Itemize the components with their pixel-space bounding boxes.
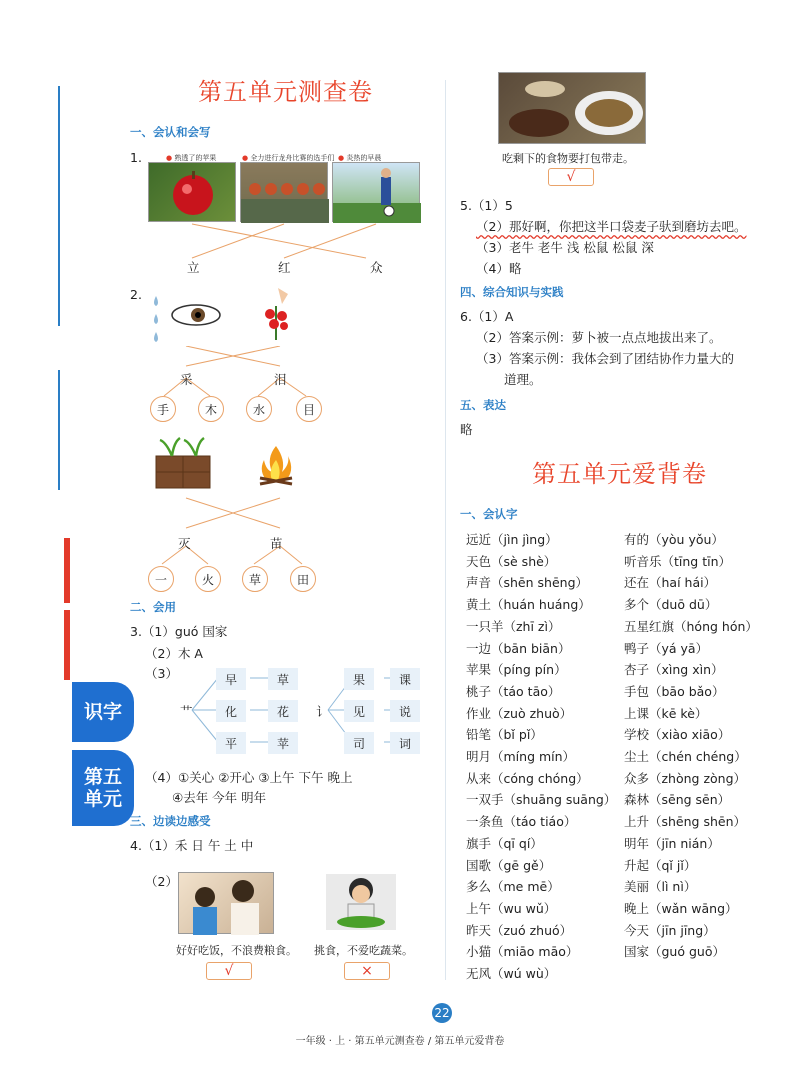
pinyin-item: 铅笔（bǐ pǐ） [466,727,543,743]
photo-caption-leftover: 吃剩下的食物要打包带走。 [502,152,634,165]
tab-unit-five [72,750,134,826]
tab-unit-five-label: 第五单元 [83,766,122,810]
pinyin-item: 从来（cóng chóng） [466,770,589,786]
q2-circle-shui: 水 [246,396,272,422]
section-heading-5: 五、表达 [460,398,506,412]
pinyin-item: 明年（jīn nián） [624,835,720,851]
left-red-bar-2 [64,610,70,680]
q1-char-zhong: 众 [370,260,383,275]
pinyin-item: 天色（sè shè） [466,553,557,569]
pinyin-item: 还在（haí hái） [624,575,717,591]
pinyin-item: 声音（shēn shēng） [466,575,589,591]
pinyin-item: 有的（yòu yǒu） [624,532,724,547]
q1-char-li: 立 [187,260,200,275]
pinyin-item: 手包（bāo bǎo） [624,683,725,699]
pinyin-item: 旗手（qī qí） [466,835,543,851]
photo-caption-2: ● 全力进行龙舟比赛的选手们 [242,154,335,162]
q2-circle-tian: 田 [290,566,316,592]
morning-photo [332,162,420,222]
apple-icon [149,163,237,223]
q2-number: 2. [130,287,142,302]
apple-photo [148,162,236,222]
left-margin-line [58,86,60,326]
rowers-icon [241,163,329,223]
pinyin-item: 苹果（píng pín） [466,662,567,678]
pinyin-item: 上课（kē kè） [624,705,708,721]
pinyin-item: 上午（wu wǔ） [466,900,557,916]
q2-word-miao: 苗 [270,536,283,551]
tab-shizi [72,682,134,742]
q3-line2: （2）木 A [145,646,203,661]
q3-cell-shuo: 说 [390,700,420,722]
q6-line4: 道理。 [504,372,542,387]
eye-icon [170,302,222,328]
q1-matching-lines [148,222,420,262]
photo-caption-1-text: 熟透了的苹果 [174,154,217,162]
leftover-food-photo [498,72,646,144]
leftover-check-mark: √ [548,168,594,186]
q4-cross-mark: × [344,962,390,980]
hand-picking-flower-icon [258,286,294,342]
pinyin-item: 多么（me mē） [466,879,560,895]
boy-soccer-icon [333,163,421,223]
section-heading-1: 一、会认和会写 [130,125,211,139]
q5-line2 [476,217,746,235]
q2-circle-mu-eye: 目 [296,396,322,422]
q2-word-lei: 泪 [274,372,287,387]
section-heading-3: 三、边读边感受 [130,814,211,828]
q1-char-hong: 红 [278,260,291,275]
food-dishes-icon [499,73,647,145]
q5-line1: 5.（1）5 [460,198,513,213]
pinyin-item: 森林（sēng sēn） [624,792,731,808]
q4-check-mark: √ [206,962,252,980]
q3-cell-guo: 果 [344,668,374,690]
pinyin-item: 一条鱼（táo tiáo） [466,814,577,830]
q5-line4: （4）略 [476,261,522,276]
q6-line1: 6.（1）A [460,309,514,324]
q2-circle-mu: 木 [198,396,224,422]
page-number: 22 [432,1003,452,1023]
section-heading-4: 四、综合知识与实践 [460,285,564,299]
photo-caption-3: ● 炎热的早晨 [338,154,382,162]
left-margin-line-2 [58,370,60,490]
q3-cell-ping2: 苹 [268,732,298,754]
pinyin-item: 学校（xiào xiāo） [624,727,731,743]
pinyin-item: 五星红旗（hóng hón） [624,618,758,634]
q5-line3: （3）老牛 老牛 浅 松鼠 松鼠 深 [476,240,654,255]
pinyin-item: 远近（jìn jìng） [466,532,558,547]
pinyin-item: 无风（wú wù） [466,966,557,981]
page-title: 第五单元测查卷 [198,78,373,106]
expression-answer: 略 [460,422,473,437]
q2-circle-shou: 手 [150,396,176,422]
q3-cell-ci: 词 [390,732,420,754]
q4-line2: （2） [145,874,178,889]
photo-caption-1: ● 熟透了的苹果 [166,154,217,162]
q3-cell-cao: 草 [268,668,298,690]
pinyin-item: 众多（zhòng zòng） [624,770,747,786]
pinyin-item: 一只羊（zhī zì） [466,618,561,634]
pinyin-item: 多个（duō dū） [624,597,718,613]
pinyin-item: 尘土（chén chéng） [624,749,747,764]
q3-cell-zao: 早 [216,668,246,690]
q3-line5: ④去年 今年 明年 [172,790,267,805]
q2-word-cai: 采 [180,372,193,387]
page-title-2: 第五单元爱背卷 [532,460,707,488]
pinyin-item: 小猫（miāo māo） [466,944,579,960]
section-heading-2: 二、会用 [130,600,176,614]
pinyin-item: 明月（míng mín） [466,749,576,764]
pinyin-item: 作业（zuò zhuò） [466,705,573,721]
q6-line3: （3）答案示例：我体会到了团结协作力量大的 [476,351,734,366]
tab-shizi-label: 识字 [83,701,122,723]
pinyin-item: 晚上（wǎn wāng） [624,900,738,916]
q3-radical-speech: 讠 [316,704,329,719]
pinyin-item: 美丽（lì nì） [624,879,697,895]
q3-radical-grass: 艹 [180,704,193,719]
q4-caption-1: 好好吃饭，不浪费粮食。 [176,944,297,957]
q4-line1: 4.（1）禾 日 午 土 中 [130,838,254,853]
q3-cell-hua: 化 [216,700,246,722]
dragon-boat-photo [240,162,328,222]
q3-cell-ke: 课 [390,668,420,690]
q2-circle-cao: 草 [242,566,268,592]
q2-circle-huo: 火 [195,566,221,592]
q1-number: 1. [130,150,142,165]
photo-caption-3-text: 炎热的早晨 [346,154,382,162]
q3-cell-ping: 平 [216,732,246,754]
q4-caption-2: 挑食，不爱吃蔬菜。 [314,944,413,957]
pinyin-item: 听音乐（tīng tīn） [624,553,732,569]
seedling-icon [152,436,214,492]
pinyin-item: 一双手（shuāng suāng） [466,792,617,808]
pinyin-item: 国歌（gē gě） [466,857,552,873]
pinyin-item: 一边（bān biān） [466,640,571,656]
picky-eater-photo [326,874,396,930]
pinyin-item: 上升（shēng shēn） [624,814,747,830]
family-icon [179,873,275,935]
pinyin-item: 杏子（xìng xìn） [624,662,724,678]
q3-line4: （4）①关心 ②开心 ③上午 下午 晚上 [145,770,353,785]
q3-line3: （3） [145,666,178,681]
pinyin-item: 桃子（táo tāo） [466,683,561,699]
family-eating-photo [178,872,274,934]
page-footer: 一年级 · 上 · 第五单元测查卷 / 第五单元爱背卷 [295,1036,505,1047]
photo-caption-2-text: 全力进行龙舟比赛的选手们 [250,154,335,162]
column-divider [445,80,446,980]
pinyin-item: 今天（jīn jīng） [624,922,716,938]
q3-cell-si: 司 [344,732,374,754]
pinyin-item: 黄土（huán huáng） [466,597,591,613]
section-heading-6: 一、会认字 [460,507,518,521]
tears-icon [150,294,162,344]
left-red-bar [64,538,70,603]
child-plate-icon [326,874,396,930]
pinyin-item: 昨天（zuó zhuó） [466,922,573,938]
q3-cell-jian: 见 [344,700,374,722]
q5-line2-text: （2）那好啊，你把这半口袋麦子驮到磨坊去吧。 [476,219,747,234]
pinyin-item: 升起（qǐ jǐ） [624,857,697,873]
q6-line2: （2）答案示例：萝卜被一点点地拔出来了。 [476,330,722,345]
campfire-icon [256,442,296,488]
q3-cell-hua2: 花 [268,700,298,722]
q3-line1: 3.（1）guó 国家 [130,624,228,639]
pinyin-item: 国家（guó guō） [624,944,725,960]
q2-word-mie: 灭 [178,536,191,551]
q2-circle-yi: 一 [148,566,174,592]
pinyin-item: 鸭子（yá yā） [624,640,709,656]
